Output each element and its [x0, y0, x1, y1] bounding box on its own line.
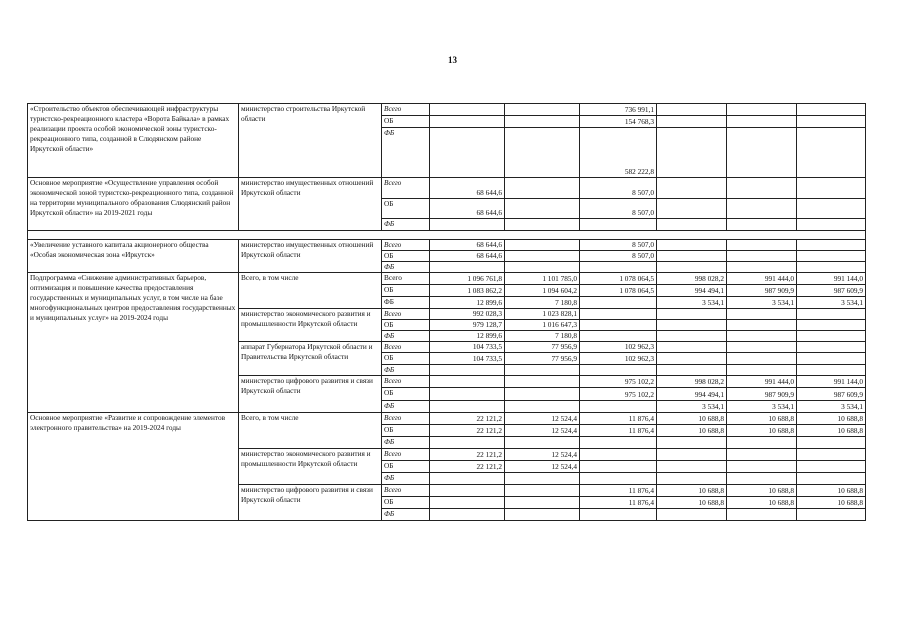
table-cell: [580, 297, 657, 309]
table-cell: 998 028,2: [657, 273, 727, 285]
table-cell: [727, 331, 797, 342]
table-cell: [797, 251, 866, 262]
table-cell: [430, 473, 505, 485]
table-cell: 11 876,4: [580, 425, 657, 437]
table-cell: [505, 116, 580, 128]
table-cell: 3 534,1: [797, 401, 866, 413]
table-cell: [580, 331, 657, 342]
table-cell: 10 688,8: [797, 497, 866, 509]
table-cell: [727, 461, 797, 473]
table-cell: [430, 104, 505, 116]
table-cell: 991 444,0: [727, 273, 797, 285]
table-cell: [797, 128, 866, 178]
table-cell: 1 023 828,1: [505, 309, 580, 320]
table-cell: [657, 309, 727, 320]
table-cell: 104 733,5: [430, 342, 505, 353]
table-cell: [430, 388, 505, 401]
table-cell: [505, 219, 580, 231]
table-cell: министерство имущественных отношений Иркутской области: [239, 240, 382, 273]
table-cell: [430, 437, 505, 449]
table-cell: 8 507,0: [580, 240, 657, 251]
table-cell: [797, 262, 866, 273]
table-cell: [657, 128, 727, 178]
table-cell: [727, 116, 797, 128]
table-cell: 12 524,4: [505, 425, 580, 437]
table-cell: 102 962,3: [580, 342, 657, 353]
table-cell: Всего: [382, 309, 430, 320]
table-cell: [727, 353, 797, 365]
table-cell: [580, 449, 657, 461]
table-cell: ОБ: [382, 497, 430, 509]
table-cell: 3 534,1: [727, 401, 797, 413]
table-cell: [657, 342, 727, 353]
table-cell: [505, 199, 580, 219]
table-cell: 77 956,9: [505, 353, 580, 365]
table-cell: 22 121,2: [430, 413, 505, 425]
table-cell: 10 688,8: [797, 413, 866, 425]
table-cell: [657, 461, 727, 473]
table-cell: [797, 240, 866, 251]
table-cell: Всего: [382, 342, 430, 353]
table-cell: [657, 199, 727, 219]
table-cell: [505, 376, 580, 388]
table-cell: [430, 485, 505, 497]
table-cell: [505, 497, 580, 509]
table-cell: Основное мероприятие «Осуществление управления особой экономической зоной туристско-рекреационного типа, созданной на территории муниципального образования Слюдянский район Иркутской области» на 2019-2021 годы: [28, 178, 239, 231]
table-cell: ФБ: [382, 437, 430, 449]
table-cell: 10 688,8: [727, 485, 797, 497]
table-cell: [797, 449, 866, 461]
table-cell: [657, 116, 727, 128]
table-cell: 10 688,8: [727, 497, 797, 509]
table-cell: [505, 437, 580, 449]
table-cell: [797, 342, 866, 353]
table-cell: [580, 309, 657, 320]
table-cell: [505, 128, 580, 178]
table-cell: Всего: [382, 273, 430, 285]
table-cell: [505, 240, 580, 251]
table-cell: 582 222,8: [580, 128, 657, 178]
table-cell: 975 102,2: [580, 388, 657, 401]
table-cell: министерство имущественных отношений Иркутской области: [239, 178, 382, 231]
table-cell: [657, 353, 727, 365]
table-cell: «Строительство объектов обеспечивающей инфраструктуры туристско-рекреационного кластера «Ворота Байкала» в рамках реализации проекта особой экономической зоны туристско-рекреационного типа, созданной в Слюдянском районе Иркутской области»: [28, 104, 239, 178]
table-cell: [505, 473, 580, 485]
table-cell: 10 688,8: [657, 425, 727, 437]
table-cell: [797, 437, 866, 449]
table-cell: 987 609,9: [797, 388, 866, 401]
table-cell: ОБ: [382, 199, 430, 219]
table-cell: [657, 331, 727, 342]
table-cell: ОБ: [382, 425, 430, 437]
table-cell: [727, 309, 797, 320]
table-cell: [797, 509, 866, 521]
table-cell: [580, 461, 657, 473]
table-cell: 1 094 604,2: [505, 285, 580, 297]
table-cell: 102 962,3: [580, 353, 657, 365]
table-cell: 77 956,9: [505, 342, 580, 353]
table-cell: [430, 376, 505, 388]
table-cell: [727, 437, 797, 449]
table-cell: 11 876,4: [580, 485, 657, 497]
table-cell: [505, 509, 580, 521]
table-cell: [657, 365, 727, 376]
table-cell: министерство цифрового развития и связи Иркутской области: [239, 376, 382, 413]
table-cell: [580, 219, 657, 231]
table-cell: Всего, в том числе: [239, 273, 382, 309]
table-cell: [657, 509, 727, 521]
table-cell: министерство строительства Иркутской области: [239, 104, 382, 178]
table-cell: [727, 342, 797, 353]
table-cell: 736 991,1: [580, 104, 657, 116]
table-cell: [657, 251, 727, 262]
table-cell: ОБ: [382, 320, 430, 331]
table-cell: [657, 262, 727, 273]
table-cell: 22 121,2: [430, 461, 505, 473]
table-cell: [430, 116, 505, 128]
table-cell: 987 909,9: [727, 285, 797, 297]
table-cell: 998 028,2: [657, 376, 727, 388]
table-cell: Всего: [382, 413, 430, 425]
table-cell: Всего, в том числе: [239, 413, 382, 449]
table-cell: ФБ: [382, 219, 430, 231]
table-cell: [505, 388, 580, 401]
table-cell: 1 083 862,2: [430, 285, 505, 297]
table-body: [28, 104, 866, 521]
table-cell: ОБ: [382, 461, 430, 473]
table-cell: ФБ: [382, 473, 430, 485]
table-cell: 8 507,0: [580, 199, 657, 219]
budget-table: [27, 103, 866, 521]
table-cell: [797, 320, 866, 331]
table-cell: 10 688,8: [657, 413, 727, 425]
table-cell: [657, 104, 727, 116]
table-cell: 10 688,8: [797, 425, 866, 437]
table-cell: 10 688,8: [657, 497, 727, 509]
table-cell: 1 101 785,0: [505, 273, 580, 285]
table-row: [28, 104, 866, 116]
table-cell: [727, 320, 797, 331]
page-number: 13: [448, 55, 457, 65]
table-cell: Подпрограмма «Снижение административных барьеров, оптимизация и повышение качества предоставления государственных и муниципальных услуг, в том числе на базе многофункциональных центров предоставления государственных и муниципальных услуг» на 2019-2024 годы: [28, 273, 239, 413]
table-cell: [657, 437, 727, 449]
table-cell: Всего: [382, 178, 430, 199]
table-cell: ОБ: [382, 116, 430, 128]
table-cell: министерство экономического развития и промышленности Иркутской области: [239, 309, 382, 342]
table-cell: [727, 178, 797, 199]
table-row: [28, 413, 866, 425]
table-cell: [505, 104, 580, 116]
table-cell: ФБ: [382, 128, 430, 178]
table-cell: 22 121,2: [430, 425, 505, 437]
table-cell: 10 688,8: [657, 485, 727, 497]
table-cell: Всего: [382, 240, 430, 251]
table-cell: [580, 473, 657, 485]
table-cell: 994 494,1: [657, 285, 727, 297]
table-cell: 987 909,9: [727, 388, 797, 401]
table-cell: 991 144,0: [797, 273, 866, 285]
table-cell: Всего: [382, 376, 430, 388]
table-cell: [797, 365, 866, 376]
table-cell: ФБ: [382, 262, 430, 273]
table-cell: [430, 262, 505, 273]
table-cell: 987 609,9: [797, 285, 866, 297]
table-cell: ФБ: [382, 401, 430, 413]
table-cell: [727, 509, 797, 521]
table-cell: [657, 219, 727, 231]
table-cell: [727, 104, 797, 116]
table-cell: 991 444,0: [727, 376, 797, 388]
table-cell: [657, 449, 727, 461]
table-cell: [430, 401, 505, 413]
table-cell: 68 644,6: [430, 251, 505, 262]
table-cell: [797, 199, 866, 219]
table-row: [28, 273, 866, 285]
table-cell: [430, 509, 505, 521]
table-cell: [580, 320, 657, 331]
table-cell: [505, 401, 580, 413]
table-cell: [505, 485, 580, 497]
table-cell: [580, 437, 657, 449]
table-cell: [727, 128, 797, 178]
table-cell: 994 494,1: [657, 388, 727, 401]
table-cell: [797, 104, 866, 116]
table-cell: 7 180,8: [505, 297, 580, 309]
table-cell: 3 534,1: [797, 297, 866, 309]
table-cell: 3 534,1: [727, 297, 797, 309]
table-cell: Всего: [382, 485, 430, 497]
table-cell: 11 876,4: [580, 497, 657, 509]
table-cell: Основное мероприятие «Развитие и сопровождение элементов электронного правительства» на 2019-2024 годы: [28, 413, 239, 521]
table-cell: министерство экономического развития и промышленности Иркутской области: [239, 449, 382, 485]
table-cell: [430, 128, 505, 178]
table-row: [28, 240, 866, 251]
table-cell: [657, 178, 727, 199]
table-row: [28, 178, 866, 199]
table-cell: [797, 461, 866, 473]
table-cell: ФБ: [382, 365, 430, 376]
table-cell: [580, 262, 657, 273]
table-cell: [797, 473, 866, 485]
table-cell: [580, 401, 657, 413]
table-cell: ФБ: [382, 331, 430, 342]
table-cell: [580, 509, 657, 521]
table-cell: 12 524,4: [505, 413, 580, 425]
table-cell: [797, 116, 866, 128]
table-cell: [797, 219, 866, 231]
table-cell: 3 534,1: [657, 401, 727, 413]
table-cell: [657, 473, 727, 485]
table-cell: ОБ: [382, 353, 430, 365]
table-cell: [727, 449, 797, 461]
table-cell: [727, 240, 797, 251]
table-cell: 68 644,6: [430, 240, 505, 251]
table-cell: 12 899,6: [430, 297, 505, 309]
table-cell: ОБ: [382, 251, 430, 262]
table-cell: 68 644,6: [430, 178, 505, 199]
table-cell: [727, 262, 797, 273]
table-cell: [657, 240, 727, 251]
table-cell: 10 688,8: [797, 485, 866, 497]
table-cell: аппарат Губернатора Иркутской области и Правительства Иркутской области: [239, 342, 382, 376]
table-cell: [797, 331, 866, 342]
table-cell: [797, 353, 866, 365]
table-cell: [430, 365, 505, 376]
table-cell: ФБ: [382, 297, 430, 309]
table-cell: [797, 178, 866, 199]
table-cell: [727, 219, 797, 231]
table-cell: министерство цифрового развития и связи Иркутской области: [239, 485, 382, 521]
table-cell: 12 524,4: [505, 461, 580, 473]
table-cell: ОБ: [382, 285, 430, 297]
table-cell: [28, 231, 866, 240]
table-cell: [727, 251, 797, 262]
table-cell: 11 876,4: [580, 413, 657, 425]
table-cell: [505, 178, 580, 199]
table-cell: [430, 219, 505, 231]
table-cell: [727, 199, 797, 219]
table-cell: 979 128,7: [430, 320, 505, 331]
table-row: [28, 231, 866, 240]
table-cell: 8 507,0: [580, 251, 657, 262]
table-cell: Всего: [382, 449, 430, 461]
table-cell: 991 144,0: [797, 376, 866, 388]
table-cell: ОБ: [382, 388, 430, 401]
table-cell: 104 733,5: [430, 353, 505, 365]
table-cell: Всего: [382, 104, 430, 116]
table-cell: 1 078 064,5: [580, 285, 657, 297]
table-cell: [505, 365, 580, 376]
table-cell: 68 644,6: [430, 199, 505, 219]
table-cell: 154 768,3: [580, 116, 657, 128]
table-cell: [580, 365, 657, 376]
table-cell: ФБ: [382, 509, 430, 521]
table-cell: 1 096 761,8: [430, 273, 505, 285]
table-cell: 8 507,0: [580, 178, 657, 199]
table-cell: [430, 497, 505, 509]
table-cell: «Увеличение уставного капитала акционерного общества «Особая экономическая зона «Иркутск»: [28, 240, 239, 273]
table-cell: [505, 251, 580, 262]
table-cell: 12 524,4: [505, 449, 580, 461]
table-cell: 7 180,8: [505, 331, 580, 342]
table-cell: 10 688,8: [727, 425, 797, 437]
table-cell: [657, 320, 727, 331]
table-cell: 12 899,6: [430, 331, 505, 342]
table-cell: [797, 309, 866, 320]
table-cell: 3 534,1: [657, 297, 727, 309]
table-cell: 975 102,2: [580, 376, 657, 388]
table-cell: 992 028,3: [430, 309, 505, 320]
table-cell: 22 121,2: [430, 449, 505, 461]
table-cell: [727, 365, 797, 376]
table-cell: 1 016 647,3: [505, 320, 580, 331]
table-cell: 1 078 064,5: [580, 273, 657, 285]
table-cell: [505, 262, 580, 273]
table-cell: 10 688,8: [727, 413, 797, 425]
table-cell: [727, 473, 797, 485]
